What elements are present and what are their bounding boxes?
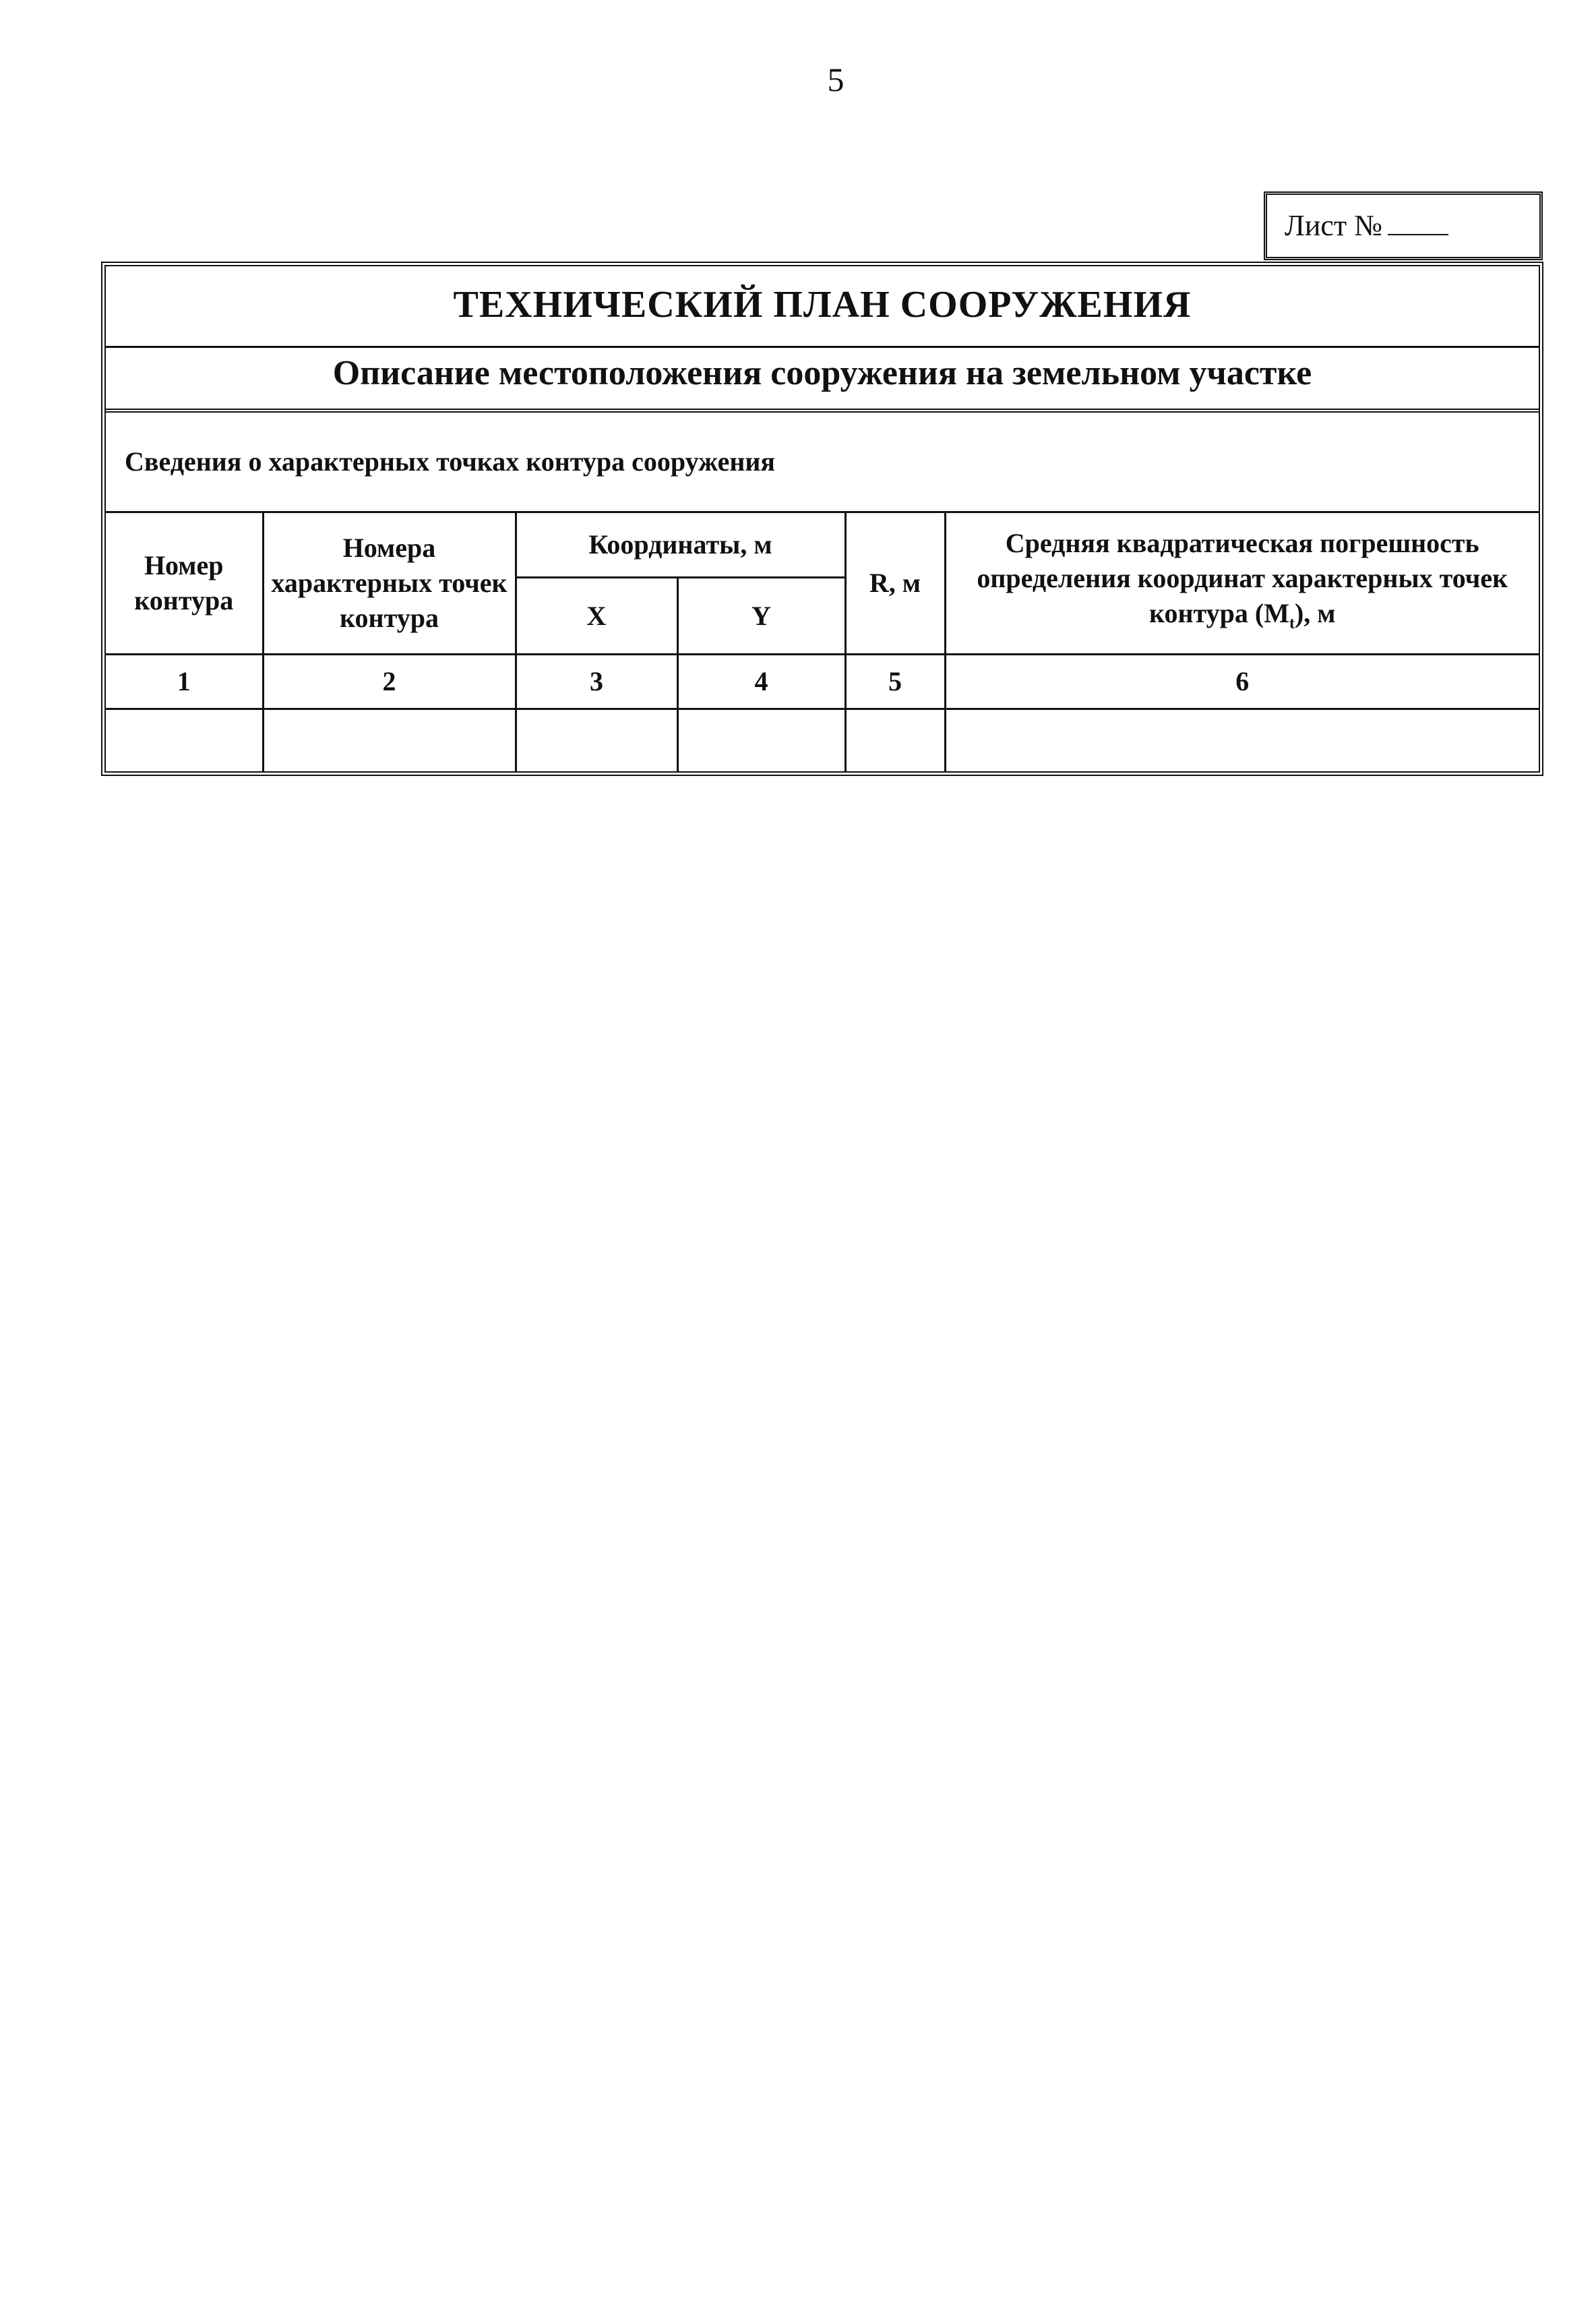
header-y: Y xyxy=(677,578,845,655)
table-cell xyxy=(845,709,945,773)
contour-points-table xyxy=(106,511,1539,772)
column-number: 6 xyxy=(945,655,1539,709)
document-subtitle: Описание местоположения сооружения на земельном участке xyxy=(332,354,1312,392)
sheet-number-blank xyxy=(1388,211,1448,235)
header-point-numbers: Номера характерных точек контура xyxy=(263,512,516,655)
sheet-number-box xyxy=(1264,191,1543,260)
table-cell xyxy=(516,709,677,773)
page-number: 5 xyxy=(827,61,845,98)
section-heading: Сведения о характерных точках контура сооружения xyxy=(125,446,776,477)
divider xyxy=(106,409,1539,413)
table-row xyxy=(106,709,1539,773)
column-number: 5 xyxy=(845,655,945,709)
table-cell xyxy=(677,709,845,773)
header-error-subscript: t xyxy=(1289,614,1295,632)
header-error-unit: ), м xyxy=(1294,597,1336,628)
header-contour-number: Номер контура xyxy=(106,512,263,655)
divider xyxy=(106,346,1539,348)
header-x: X xyxy=(516,578,677,655)
document-title: ТЕХНИЧЕСКИЙ ПЛАН СООРУЖЕНИЯ xyxy=(453,284,1192,326)
technical-plan-form xyxy=(101,262,1543,776)
table-cell xyxy=(106,709,263,773)
header-error xyxy=(945,512,1539,655)
header-radius: R, м xyxy=(845,512,945,655)
header-error-text: Средняя квадратическая погрешность определения координат характерных точек контура (M xyxy=(977,527,1508,628)
sheet-number-label: Лист № xyxy=(1285,209,1383,242)
column-number: 3 xyxy=(516,655,677,709)
header-coordinates: Координаты, м xyxy=(516,512,845,578)
table-header-row xyxy=(106,512,1539,578)
column-number: 2 xyxy=(263,655,516,709)
column-number: 4 xyxy=(677,655,845,709)
table-cell xyxy=(263,709,516,773)
table-cell xyxy=(945,709,1539,773)
column-number-row xyxy=(106,655,1539,709)
column-number: 1 xyxy=(106,655,263,709)
